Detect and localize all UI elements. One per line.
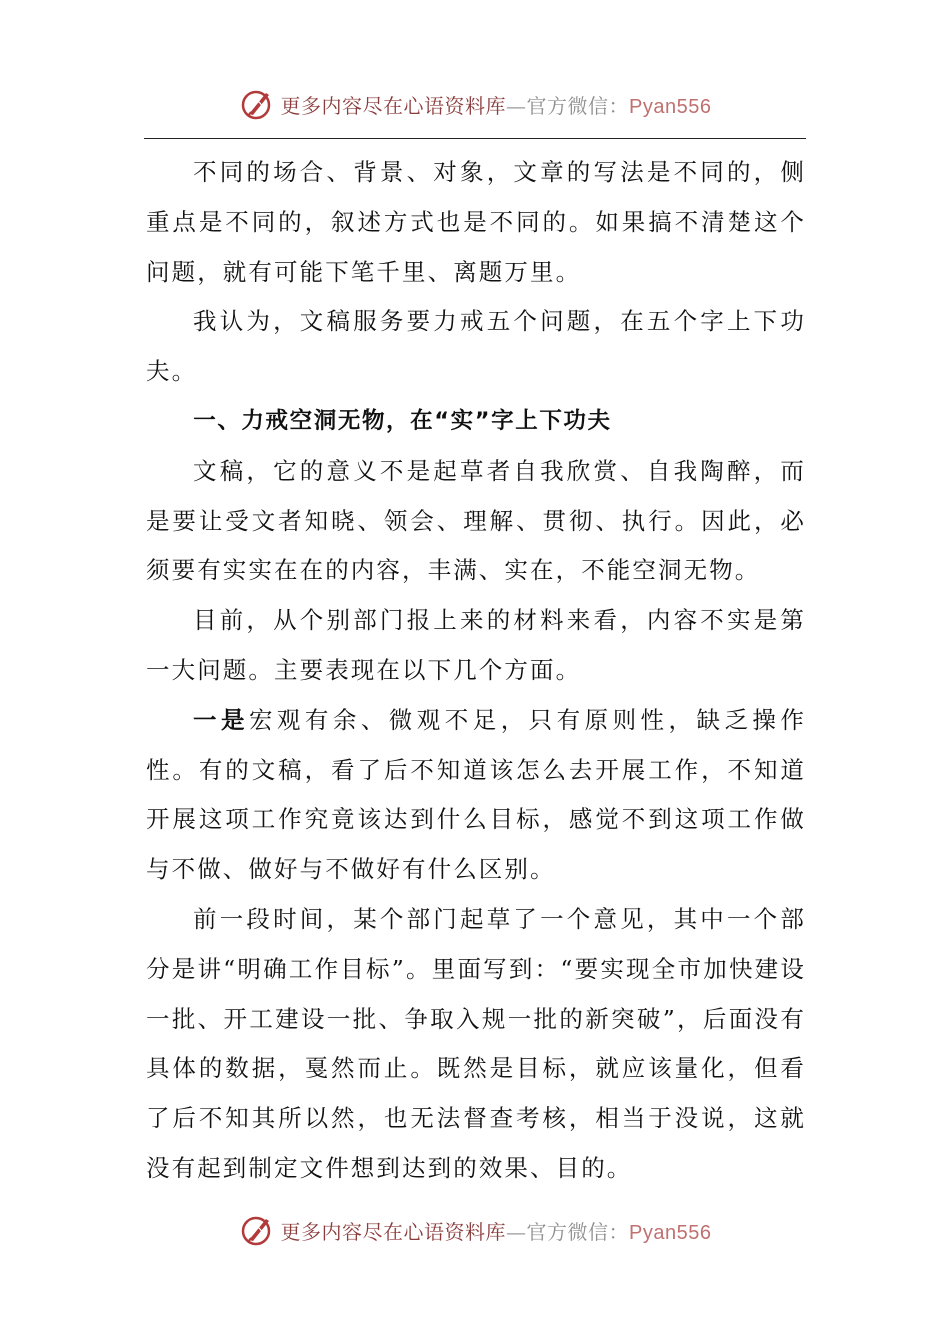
quill-logo-icon — [239, 86, 275, 122]
document-body — [146, 148, 806, 1194]
header-banner-text: 更多内容尽在心语资料库—官方微信：Pyan556 — [280, 93, 712, 118]
header-divider — [144, 138, 806, 139]
paragraph-4: 目前，从个别部门报上来的材料来看，内容不实是第一大问题。主要表现在以下几个方面。 — [146, 606, 806, 684]
quill-logo-icon — [239, 1212, 275, 1248]
header-banner — [0, 84, 950, 124]
section-heading-1: 一、力戒空洞无物，在“实”字上下功夫 — [193, 407, 612, 434]
paragraph-2: 我认为，文稿服务要力戒五个问题，在五个字上下功夫。 — [146, 307, 806, 386]
paragraph-6: 前一段时间，某个部门起草了一个意见，其中一个部分是讲“明确工作目标”。里面写到：“要实现全市加快建设一批、开工建设一批、争取入规一批的新突破”，后面没有具体的数据，戛然而止。既然是目标，就应该量化，但看了后不知其所以然，也无法督查考核，相当于没说，这就没有起到制定文件想到达到的效果、目的。 — [146, 904, 806, 1182]
footer-banner-text: 更多内容尽在心语资料库—官方微信：Pyan556 — [280, 1219, 712, 1244]
footer-banner — [0, 1210, 950, 1250]
wechat-handle: Pyan556 — [629, 1221, 712, 1244]
wechat-handle: Pyan556 — [629, 95, 712, 118]
paragraph-1: 不同的场合、背景、对象，文章的写法是不同的，侧重点是不同的，叙述方式也是不同的。如果搞不清楚这个问题，就有可能下笔千里、离题万里。 — [146, 158, 806, 286]
paragraph-3: 文稿，它的意义不是起草者自我欣赏、自我陶醉，而是要让受文者知晓、领会、理解、贯彻、执行。因此，必须要有实实在在的内容，丰满、实在，不能空洞无物。 — [146, 456, 806, 585]
paragraph-5-text: 宏观有余、微观不足，只有原则性，缺乏操作性。有的文稿，看了后不知道该怎么去开展工作，不知道开展这项工作究竟该达到什么目标，感觉不到这项工作做与不做、做好与不做好有什么区别。 — [146, 705, 807, 884]
paragraph-5-lead: 一是 — [193, 705, 249, 734]
paragraph-5 — [146, 696, 806, 895]
